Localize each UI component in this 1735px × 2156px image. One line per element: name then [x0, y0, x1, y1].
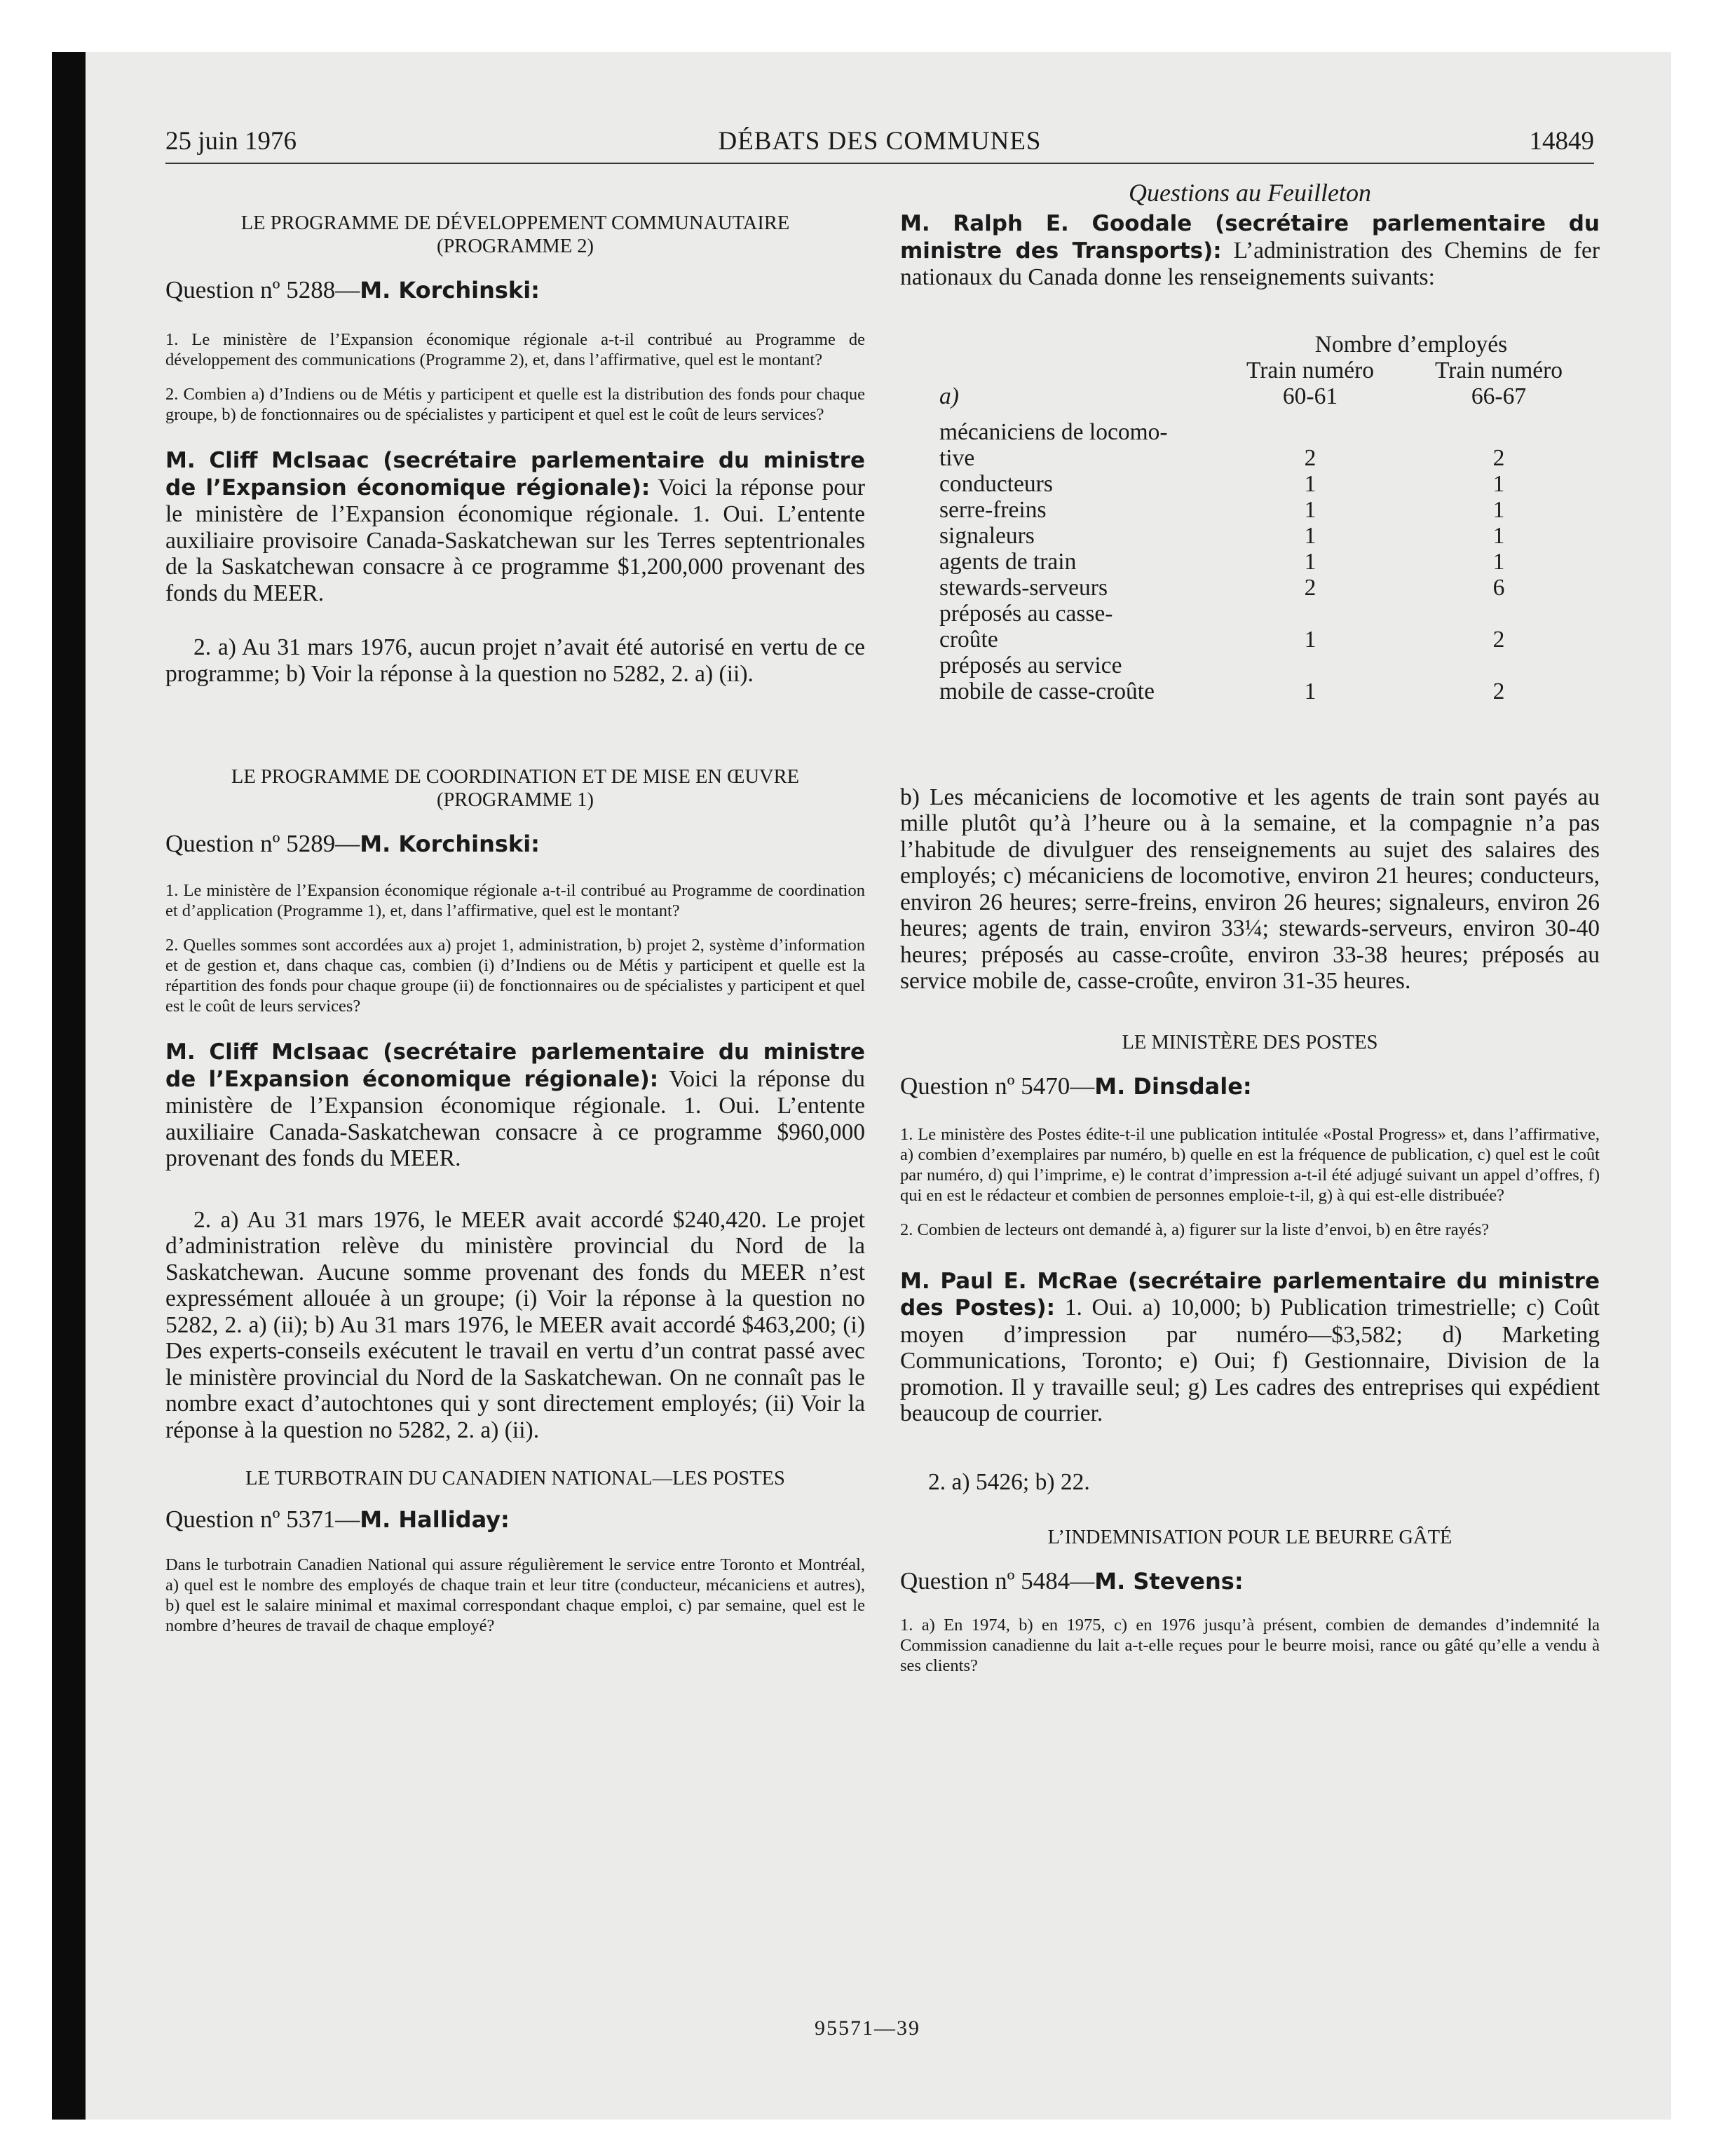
question-text: 1. Le ministère des Postes édite-t-il une publication intitulée «Postal Progress» et, dans l’affirmative, a) combien d’exemplaires par numéro, b) quelle en est la fréquence de publication, c) quel est le coût par numéro, d) qui l’imprime, e) le contrat d’impression a-t-il été adjugé suivant un appel d’offres, f) qui en est le rédacteur et combien de personnes emploie-t-il, g) à qui est-elle distribuée? — [900, 1124, 1600, 1205]
answer-speaker: M. Cliff McIsaac (secrétaire parlementaire du ministre de l’Expansion économique régionale): — [165, 448, 865, 500]
header-page-number: 14849 — [1529, 127, 1594, 156]
question-number: Question nº 5288— — [165, 276, 360, 303]
answer-speaker: M. Paul E. McRae (secrétaire parlementaire du ministre des Postes): — [900, 1268, 1600, 1321]
table-heading: Nombre d’employés — [1314, 331, 1508, 357]
question-heading — [900, 1567, 1600, 1595]
table-row — [939, 575, 1600, 601]
cell-value: 2 — [1492, 678, 1505, 704]
answer-speaker: M. Ralph E. Goodale (secrétaire parlementaire du ministre des Transports): — [900, 211, 1600, 264]
table-row — [939, 678, 1600, 704]
question-number: Question nº 5484— — [900, 1567, 1095, 1595]
table-row — [939, 549, 1600, 575]
question-member: M. Korchinski: — [360, 831, 540, 857]
question-member: M. Korchinski: — [360, 277, 540, 303]
row-label: préposés au casse- — [939, 600, 1113, 627]
cell-value: 1 — [1492, 470, 1505, 497]
cell-value — [1223, 601, 1398, 627]
row-label: stewards-serveurs — [939, 574, 1108, 601]
section-subtitle: (PROGRAMME 2) — [436, 236, 594, 257]
table-row — [939, 523, 1600, 549]
table-row — [939, 419, 1600, 445]
question-number: Question nº 5289— — [165, 830, 360, 857]
row-label: tive — [939, 444, 975, 471]
cell-value: 1 — [1492, 522, 1505, 549]
question-text: 1. Le ministère de l’Expansion économique régionale a-t-il contribué au Programme de coordination et d’application (Programme 1), et, dans l’affirmative, quel est le montant? — [165, 881, 865, 920]
scan-edge-bar — [52, 52, 86, 2120]
answer-body: Voici la réponse pour le ministère de l’Expansion économique régionale. 1. Oui. L’entente auxiliaire provisoire Canada-Saskatchewan sur les Terres septentrionales de la Saskatchewan consacre à ce programme $1,200,000 provenant des fonds du MEER. — [165, 474, 866, 606]
row-label: mobile de casse-croûte — [939, 678, 1155, 704]
table-row — [939, 627, 1600, 653]
row-label: mécaniciens de locomo- — [939, 418, 1168, 445]
answer-text: 2. a) Au 31 mars 1976, le MEER avait accordé $240,420. Le projet d’administration relève du ministère provincial du Nord de la Saskatchewan. Aucune somme provenant des fonds du MEER n’est expressément allouée à un groupe; (i) Voir la réponse à la question no 5282, 2. a) (ii); b) Au 31 mars 1976, le MEER avait accordé $463,200; (i) Des experts-conseils exécutent le travail en vertu d’un contrat passé avec le ministère provincial du Nord de la Saskatchewan. On ne connaît pas le nombre exact d’autochtones qui y sont directement employés; (ii) Voir la réponse à la question no 5282, 2. a) (ii). — [165, 1206, 865, 1443]
row-label: serre-freins — [939, 496, 1047, 523]
cell-value: 1 — [1304, 548, 1316, 575]
running-head: Questions au Feuilleton — [1129, 179, 1371, 207]
question-heading — [165, 1506, 865, 1534]
answer-text: 2. a) 5426; b) 22. — [928, 1468, 1090, 1495]
cell-value — [1223, 653, 1398, 678]
row-label: croûte — [939, 626, 998, 653]
answer-text — [900, 210, 1600, 291]
cell-value: 1 — [1492, 548, 1505, 575]
question-text: 1. Le ministère de l’Expansion économique régionale a-t-il contribué au Programme de développement des communications (Programme 2), et, dans l’affirmative, quel est le montant? — [165, 330, 865, 369]
row-label: signaleurs — [939, 522, 1035, 549]
question-text: 1. a) En 1974, b) en 1975, c) en 1976 jusqu’à présent, combien de demandes d’indemnité la Commission canadienne du lait a-t-elle reçues pour le beurre moisi, rance ou gâté qu’elle a vendu à ses clients? — [900, 1616, 1600, 1675]
question-member: M. Dinsdale: — [1094, 1072, 1252, 1100]
section-title: LE TURBOTRAIN DU CANADIEN NATIONAL—LES POSTES — [245, 1468, 785, 1489]
question-number: Question nº 5470— — [900, 1072, 1095, 1100]
cell-value — [1398, 653, 1600, 678]
question-heading — [165, 830, 865, 858]
right-column — [900, 175, 1600, 1676]
column-header: Train numéro — [1434, 357, 1563, 383]
cell-value: 2 — [1304, 574, 1316, 601]
table-row — [939, 471, 1600, 497]
cell-value: 1 — [1304, 496, 1316, 523]
row-label: agents de train — [939, 548, 1077, 575]
answer-body: Voici la réponse du ministère de l’Expansion économique régionale. 1. Oui. L’entente auxiliaire Canada-Saskatchewan consacre à ce programme $960,000 provenant des fonds du MEER. — [165, 1065, 865, 1171]
row-label: préposés au service — [939, 652, 1122, 678]
left-column — [165, 175, 865, 1636]
table-row — [939, 601, 1600, 627]
question-member: M. Halliday: — [360, 1506, 510, 1533]
answer-text: 2. a) Au 31 mars 1976, aucun projet n’avait été autorisé en vertu de ce programme; b) Voir la réponse à la question no 5282, 2. a) (ii). — [165, 634, 865, 687]
cell-value: 1 — [1304, 470, 1316, 497]
question-text: Dans le turbotrain Canadien National qui assure régulièrement le service entre Toronto et Montréal, a) quel est le nombre des employés de chaque train et leur titre (conducteur, mécaniciens et autres), b) quel est le salaire minimal et maximal correspondant chaque emploi, c) par semaine, quel est le nombre d’heures de travail de chaque employé? — [165, 1555, 865, 1635]
cell-value: 2 — [1304, 444, 1316, 471]
header-title: DÉBATS DES COMMUNES — [718, 127, 1042, 156]
cell-value — [1398, 601, 1600, 627]
page-header — [165, 123, 1594, 164]
cell-value — [1223, 419, 1398, 445]
table-label-a: a) — [939, 383, 959, 409]
section-title: LE PROGRAMME DE DÉVELOPPEMENT COMMUNAUTAIRE — [240, 212, 790, 234]
answer-text: b) Les mécaniciens de locomotive et les agents de train sont payés au mille plutôt qu’à l’heure ou à la semaine, et la compagnie n’a pas l’habitude de divulguer des renseignements au sujet des salaires des employés; c) mécaniciens de locomotive, environ 21 heures; conducteurs, environ 26 heures; serre-freins, environ 26 heures; signaleurs, environ 26 heures; agents de train, environ 33¼; stewards-serveurs, environ 30-40 heures; préposés au casse-croûte, environ 33-38 heures; préposés au service mobile de, casse-croûte, environ 31-35 heures. — [900, 784, 1600, 994]
answer-speaker: M. Cliff McIsaac (secrétaire parlementaire du ministre de l’Expansion économique régionale): — [165, 1039, 865, 1092]
employee-table — [900, 332, 1600, 704]
cell-value — [1398, 419, 1600, 445]
section-title: L’INDEMNISATION POUR LE BEURRE GÂTÉ — [1047, 1527, 1452, 1548]
answer-body: 1. Oui. a) 10,000; b) Publication trimestrielle; c) Coût moyen d’impression par numéro—$3,582; d) Marketing Communications, Toronto; e) Oui; f) Gestionnaire, Division de la promotion. Il y travaille seul; g) Les cadres des entreprises qui expédient beaucoup de courrier. — [900, 1295, 1600, 1426]
header-date: 25 juin 1976 — [165, 127, 297, 156]
answer-text — [900, 1268, 1600, 1427]
column-header: 66-67 — [1471, 383, 1527, 409]
cell-value: 1 — [1304, 678, 1316, 704]
question-text: 2. Quelles sommes sont accordées aux a) projet 1, administration, b) projet 2, système d’information et de gestion et, dans chaque cas, combien (i) d’Indiens ou de Métis y participent et quelle est la répartition des fonds pour chaque groupe (ii) de fonctionnaires ou de spécialistes y participent et quel est le coût de leurs services? — [165, 936, 865, 1016]
section-title: LE MINISTÈRE DES POSTES — [1122, 1031, 1378, 1053]
column-header: Train numéro — [1246, 357, 1375, 383]
row-label: conducteurs — [939, 470, 1053, 497]
cell-value: 6 — [1492, 574, 1505, 601]
table-row — [939, 445, 1600, 471]
cell-value: 1 — [1492, 496, 1505, 523]
page-footer-code: 95571—39 — [815, 2017, 920, 2040]
table-row — [939, 497, 1600, 523]
section-title: LE PROGRAMME DE COORDINATION ET DE MISE EN ŒUVRE — [231, 766, 800, 788]
question-number: Question nº 5371— — [165, 1506, 360, 1533]
cell-value: 2 — [1492, 444, 1505, 471]
question-heading — [900, 1072, 1600, 1100]
cell-value: 1 — [1304, 522, 1316, 549]
answer-text — [165, 447, 865, 606]
answer-body: L’administration des Chemins de fer nationaux du Canada donne les renseignements suivants: — [900, 237, 1600, 290]
section-subtitle: (PROGRAMME 1) — [436, 789, 594, 811]
question-text: 2. Combien a) d’Indiens ou de Métis y participent et quelle est la distribution des fonds pour chaque groupe, b) de fonctionnaires ou de spécialistes y participent et quel est le coût de leurs services? — [165, 385, 865, 424]
table-row — [939, 653, 1600, 678]
cell-value: 1 — [1304, 626, 1316, 653]
question-heading — [165, 276, 865, 304]
cell-value: 2 — [1492, 626, 1505, 653]
question-text: 2. Combien de lecteurs ont demandé à, a) figurer sur la liste d’envoi, b) en être rayés? — [900, 1220, 1490, 1239]
question-member: M. Stevens: — [1094, 1568, 1244, 1595]
answer-text — [165, 1039, 865, 1172]
column-header: 60-61 — [1282, 383, 1338, 409]
